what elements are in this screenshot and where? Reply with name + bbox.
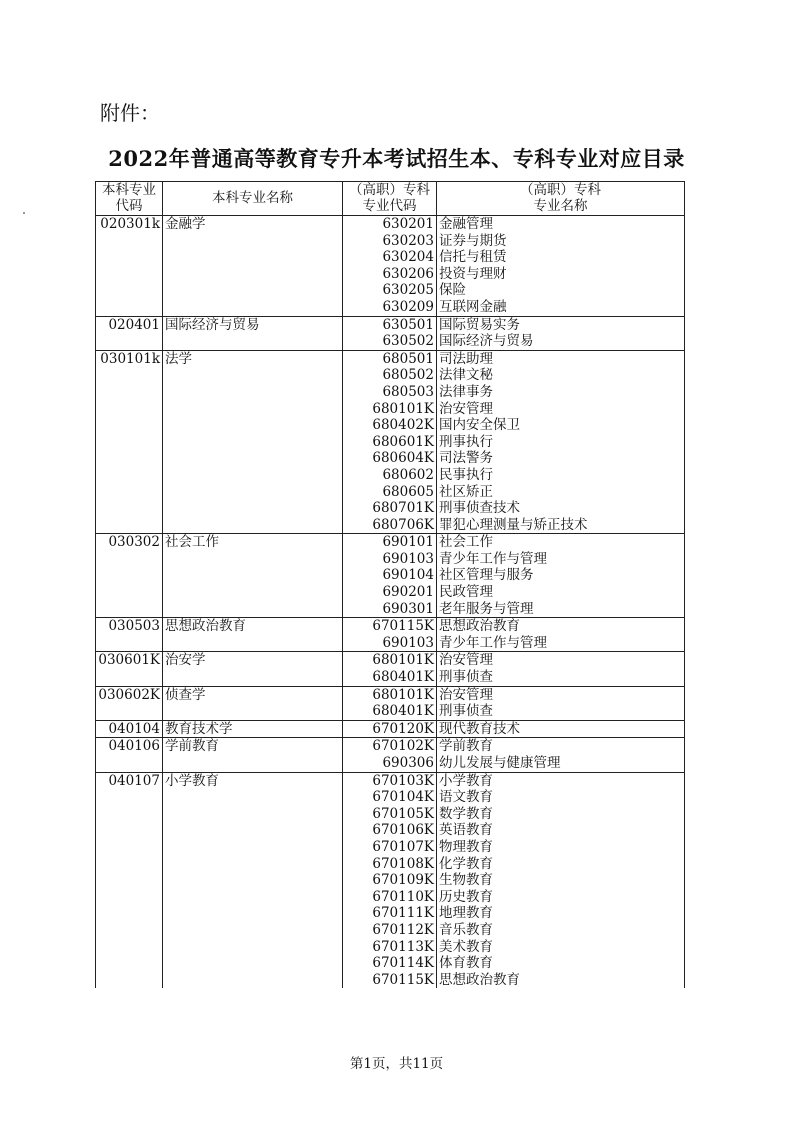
undergrad-name-cell: 思想政治教育 — [163, 618, 343, 635]
vocational-code-cell: 630209 — [343, 299, 437, 316]
undergrad-code-cell — [96, 839, 163, 856]
vocational-code-cell: 690101 — [343, 534, 437, 551]
undergrad-name-cell — [163, 384, 343, 401]
page-title: 2022年普通高等教育专升本考试招生本、专科专业对应目录 — [108, 146, 685, 171]
vocational-code-cell: 680101K — [343, 652, 437, 669]
undergrad-name-cell — [163, 939, 343, 956]
vocational-name-cell: 学前教育 — [437, 738, 685, 755]
undergrad-code-cell — [96, 922, 163, 939]
undergrad-name-cell — [163, 299, 343, 316]
table-row — [96, 939, 685, 956]
undergrad-code-cell — [96, 384, 163, 401]
undergrad-name-cell — [163, 755, 343, 772]
table-row — [96, 534, 685, 551]
table-row — [96, 822, 685, 839]
vocational-name-cell: 互联网金融 — [437, 299, 685, 316]
undergrad-code-cell — [96, 299, 163, 316]
undergrad-code-cell — [96, 703, 163, 720]
vocational-code-cell: 680401K — [343, 703, 437, 720]
table-row — [96, 686, 685, 703]
undergrad-name-cell — [163, 450, 343, 467]
vocational-code-cell: 680605 — [343, 484, 437, 501]
undergrad-name-cell — [163, 703, 343, 720]
vocational-name-cell: 刑事侦查 — [437, 703, 685, 720]
undergrad-name-cell: 法学 — [163, 350, 343, 367]
table-row — [96, 618, 685, 635]
vocational-code-cell: 680101K — [343, 401, 437, 418]
undergrad-code-cell — [96, 669, 163, 686]
table-row — [96, 517, 685, 534]
undergrad-code-cell — [96, 972, 163, 989]
vocational-code-cell: 680101K — [343, 686, 437, 703]
undergrad-name-cell — [163, 500, 343, 517]
undergrad-name-cell — [163, 567, 343, 584]
vocational-name-cell: 美术教育 — [437, 939, 685, 956]
vocational-name-cell: 国际贸易实务 — [437, 316, 685, 333]
vocational-code-cell: 670110K — [343, 889, 437, 906]
undergrad-name-cell — [163, 872, 343, 889]
vocational-name-cell: 国内安全保卫 — [437, 417, 685, 434]
undergrad-name-cell — [163, 635, 343, 652]
vocational-code-cell: 630206 — [343, 266, 437, 283]
vocational-code-cell: 680601K — [343, 434, 437, 451]
vocational-code-cell: 630501 — [343, 316, 437, 333]
header-line: 专业名称 — [533, 197, 588, 214]
undergrad-code-cell — [96, 822, 163, 839]
vocational-name-cell: 司法助理 — [437, 350, 685, 367]
table-row — [96, 299, 685, 316]
table-row — [96, 450, 685, 467]
undergrad-name-cell — [163, 467, 343, 484]
table-row — [96, 789, 685, 806]
vocational-name-cell: 社区管理与服务 — [437, 567, 685, 584]
undergrad-name-cell — [163, 905, 343, 922]
vocational-name-cell: 音乐教育 — [437, 922, 685, 939]
undergrad-code-cell: 040104 — [96, 720, 163, 738]
table-row — [96, 467, 685, 484]
vocational-code-cell: 680706K — [343, 517, 437, 534]
table-row — [96, 350, 685, 367]
vocational-code-cell: 680401K — [343, 669, 437, 686]
table-row — [96, 434, 685, 451]
table-row — [96, 367, 685, 384]
table-row — [96, 584, 685, 601]
table-row — [96, 282, 685, 299]
table-row — [96, 333, 685, 350]
undergrad-code-cell — [96, 635, 163, 652]
undergrad-code-cell — [96, 601, 163, 618]
undergrad-code-cell — [96, 434, 163, 451]
header-line: 本科专业 — [102, 182, 156, 198]
table-row — [96, 601, 685, 618]
undergrad-code-cell — [96, 806, 163, 823]
table-header-row — [96, 182, 685, 216]
header-undergrad-name: 本科专业名称 — [163, 182, 343, 216]
vocational-name-cell: 语文教育 — [437, 789, 685, 806]
vocational-name-cell: 地理教育 — [437, 905, 685, 922]
vocational-name-cell: 罪犯心理测量与矫正技术 — [437, 517, 685, 534]
header-vocational-name — [437, 182, 685, 216]
vocational-code-cell: 630201 — [343, 216, 437, 233]
vocational-name-cell: 青少年工作与管理 — [437, 551, 685, 568]
undergrad-name-cell — [163, 266, 343, 283]
vocational-code-cell: 680604K — [343, 450, 437, 467]
table-row — [96, 316, 685, 333]
table-row — [96, 500, 685, 517]
major-catalog-table — [95, 181, 685, 988]
vocational-code-cell: 690306 — [343, 755, 437, 772]
table-body — [96, 216, 685, 989]
undergrad-code-cell — [96, 755, 163, 772]
vocational-name-cell: 法律事务 — [437, 384, 685, 401]
vocational-code-cell: 670115K — [343, 618, 437, 635]
vocational-code-cell: 680402K — [343, 417, 437, 434]
undergrad-name-cell — [163, 822, 343, 839]
undergrad-code-cell — [96, 367, 163, 384]
table-row — [96, 806, 685, 823]
table-row — [96, 905, 685, 922]
table-row — [96, 922, 685, 939]
undergrad-name-cell — [163, 249, 343, 266]
vocational-code-cell: 680701K — [343, 500, 437, 517]
vocational-code-cell: 630203 — [343, 233, 437, 250]
undergrad-name-cell: 治安学 — [163, 652, 343, 669]
vocational-name-cell: 刑事侦查技术 — [437, 500, 685, 517]
undergrad-name-cell — [163, 839, 343, 856]
undergrad-name-cell — [163, 922, 343, 939]
vocational-code-cell: 670113K — [343, 939, 437, 956]
table-row — [96, 484, 685, 501]
vocational-code-cell: 670106K — [343, 822, 437, 839]
vocational-code-cell: 690103 — [343, 551, 437, 568]
vocational-code-cell: 680503 — [343, 384, 437, 401]
header-line: 专业代码 — [362, 197, 417, 214]
header-line: （高职）专科 — [520, 182, 601, 198]
undergrad-name-cell — [163, 401, 343, 418]
table-row — [96, 384, 685, 401]
undergrad-code-cell — [96, 467, 163, 484]
vocational-code-cell: 670108K — [343, 856, 437, 873]
vocational-code-cell: 670107K — [343, 839, 437, 856]
table-row — [96, 216, 685, 233]
vocational-name-cell: 民事执行 — [437, 467, 685, 484]
table-row — [96, 249, 685, 266]
undergrad-name-cell — [163, 517, 343, 534]
vocational-name-cell: 民政管理 — [437, 584, 685, 601]
table-row — [96, 703, 685, 720]
undergrad-name-cell — [163, 233, 343, 250]
header-line: （高职）专科 — [349, 182, 430, 198]
undergrad-name-cell: 社会工作 — [163, 534, 343, 551]
undergrad-code-cell — [96, 789, 163, 806]
undergrad-name-cell — [163, 484, 343, 501]
table-row — [96, 839, 685, 856]
vocational-name-cell: 投资与理财 — [437, 266, 685, 283]
vocational-code-cell: 680602 — [343, 467, 437, 484]
undergrad-name-cell: 侦查学 — [163, 686, 343, 703]
vocational-code-cell: 670103K — [343, 772, 437, 789]
undergrad-code-cell — [96, 856, 163, 873]
table-row — [96, 652, 685, 669]
undergrad-code-cell — [96, 517, 163, 534]
vocational-name-cell: 司法警务 — [437, 450, 685, 467]
vocational-name-cell: 治安管理 — [437, 686, 685, 703]
undergrad-name-cell — [163, 434, 343, 451]
undergrad-name-cell: 学前教育 — [163, 738, 343, 755]
undergrad-code-cell: 020301k — [96, 216, 163, 233]
undergrad-code-cell — [96, 484, 163, 501]
vocational-name-cell: 国际经济与贸易 — [437, 333, 685, 350]
undergrad-code-cell — [96, 450, 163, 467]
undergrad-name-cell — [163, 584, 343, 601]
vocational-name-cell: 法律文秘 — [437, 367, 685, 384]
vocational-code-cell: 690201 — [343, 584, 437, 601]
undergrad-code-cell — [96, 872, 163, 889]
undergrad-code-cell — [96, 567, 163, 584]
vocational-code-cell: 630502 — [343, 333, 437, 350]
undergrad-code-cell — [96, 401, 163, 418]
page-footer: 第1页，共11页 — [349, 1056, 444, 1072]
attachment-label: 附件： — [100, 101, 160, 125]
undergrad-code-cell — [96, 889, 163, 906]
undergrad-name-cell — [163, 417, 343, 434]
table-row — [96, 669, 685, 686]
undergrad-name-cell — [163, 955, 343, 972]
vocational-name-cell: 金融管理 — [437, 216, 685, 233]
vocational-code-cell: 630204 — [343, 249, 437, 266]
table-row — [96, 738, 685, 755]
undergrad-name-cell: 小学教育 — [163, 772, 343, 789]
vocational-name-cell: 刑事侦查 — [437, 669, 685, 686]
vocational-code-cell: 670120K — [343, 720, 437, 738]
undergrad-name-cell — [163, 333, 343, 350]
table-row — [96, 417, 685, 434]
vocational-code-cell: 670115K — [343, 972, 437, 989]
undergrad-code-cell: 020401 — [96, 316, 163, 333]
vocational-name-cell: 思想政治教育 — [437, 618, 685, 635]
undergrad-code-cell — [96, 500, 163, 517]
table-row — [96, 955, 685, 972]
vocational-code-cell: 680501 — [343, 350, 437, 367]
undergrad-code-cell — [96, 249, 163, 266]
table-row — [96, 401, 685, 418]
undergrad-code-cell — [96, 905, 163, 922]
vocational-name-cell: 思想政治教育 — [437, 972, 685, 989]
undergrad-code-cell — [96, 333, 163, 350]
table-row — [96, 635, 685, 652]
undergrad-code-cell: 040107 — [96, 772, 163, 789]
undergrad-name-cell: 教育技术学 — [163, 720, 343, 738]
undergrad-code-cell — [96, 584, 163, 601]
table-row — [96, 772, 685, 789]
table-row — [96, 872, 685, 889]
vocational-name-cell: 社区矫正 — [437, 484, 685, 501]
undergrad-name-cell — [163, 282, 343, 299]
vocational-code-cell: 690104 — [343, 567, 437, 584]
table-row — [96, 889, 685, 906]
vocational-code-cell: 680502 — [343, 367, 437, 384]
undergrad-code-cell — [96, 939, 163, 956]
vocational-code-cell: 670102K — [343, 738, 437, 755]
vocational-name-cell: 证券与期货 — [437, 233, 685, 250]
vocational-name-cell: 幼儿发展与健康管理 — [437, 755, 685, 772]
table-row — [96, 755, 685, 772]
undergrad-code-cell: 030602K — [96, 686, 163, 703]
vocational-name-cell: 青少年工作与管理 — [437, 635, 685, 652]
vocational-code-cell: 670104K — [343, 789, 437, 806]
undergrad-name-cell — [163, 789, 343, 806]
undergrad-code-cell — [96, 417, 163, 434]
undergrad-code-cell: 030101k — [96, 350, 163, 367]
undergrad-code-cell — [96, 266, 163, 283]
undergrad-name-cell: 国际经济与贸易 — [163, 316, 343, 333]
undergrad-code-cell — [96, 955, 163, 972]
table-row — [96, 567, 685, 584]
vocational-code-cell: 670112K — [343, 922, 437, 939]
undergrad-name-cell — [163, 972, 343, 989]
vocational-code-cell: 670111K — [343, 905, 437, 922]
vocational-name-cell: 刑事执行 — [437, 434, 685, 451]
vocational-name-cell: 生物教育 — [437, 872, 685, 889]
vocational-name-cell: 体育教育 — [437, 955, 685, 972]
table-row — [96, 856, 685, 873]
vocational-name-cell: 历史教育 — [437, 889, 685, 906]
table-row — [96, 972, 685, 989]
undergrad-name-cell — [163, 367, 343, 384]
undergrad-name-cell — [163, 889, 343, 906]
table-row — [96, 720, 685, 738]
header-vocational-code — [343, 182, 437, 216]
undergrad-name-cell — [163, 806, 343, 823]
vocational-name-cell: 小学教育 — [437, 772, 685, 789]
scan-speck — [23, 212, 25, 214]
vocational-code-cell: 670109K — [343, 872, 437, 889]
undergrad-code-cell: 030503 — [96, 618, 163, 635]
header-line: 代码 — [115, 197, 143, 214]
header-undergrad-code — [96, 182, 163, 216]
undergrad-name-cell: 金融学 — [163, 216, 343, 233]
vocational-code-cell: 690301 — [343, 601, 437, 618]
table-row — [96, 551, 685, 568]
undergrad-name-cell — [163, 856, 343, 873]
vocational-name-cell: 社会工作 — [437, 534, 685, 551]
vocational-name-cell: 英语教育 — [437, 822, 685, 839]
vocational-name-cell: 老年服务与管理 — [437, 601, 685, 618]
vocational-code-cell: 630205 — [343, 282, 437, 299]
vocational-name-cell: 现代教育技术 — [437, 720, 685, 738]
vocational-name-cell: 保险 — [437, 282, 685, 299]
undergrad-code-cell: 030302 — [96, 534, 163, 551]
vocational-name-cell: 治安管理 — [437, 401, 685, 418]
undergrad-name-cell — [163, 669, 343, 686]
undergrad-code-cell — [96, 551, 163, 568]
table-row — [96, 233, 685, 250]
undergrad-name-cell — [163, 551, 343, 568]
vocational-code-cell: 670105K — [343, 806, 437, 823]
undergrad-code-cell — [96, 233, 163, 250]
vocational-code-cell: 690103 — [343, 635, 437, 652]
vocational-name-cell: 数学教育 — [437, 806, 685, 823]
undergrad-code-cell: 030601K — [96, 652, 163, 669]
vocational-code-cell: 670114K — [343, 955, 437, 972]
undergrad-name-cell — [163, 601, 343, 618]
undergrad-code-cell: 040106 — [96, 738, 163, 755]
vocational-name-cell: 化学教育 — [437, 856, 685, 873]
vocational-name-cell: 治安管理 — [437, 652, 685, 669]
vocational-name-cell: 物理教育 — [437, 839, 685, 856]
vocational-name-cell: 信托与租赁 — [437, 249, 685, 266]
undergrad-code-cell — [96, 282, 163, 299]
table-row — [96, 266, 685, 283]
